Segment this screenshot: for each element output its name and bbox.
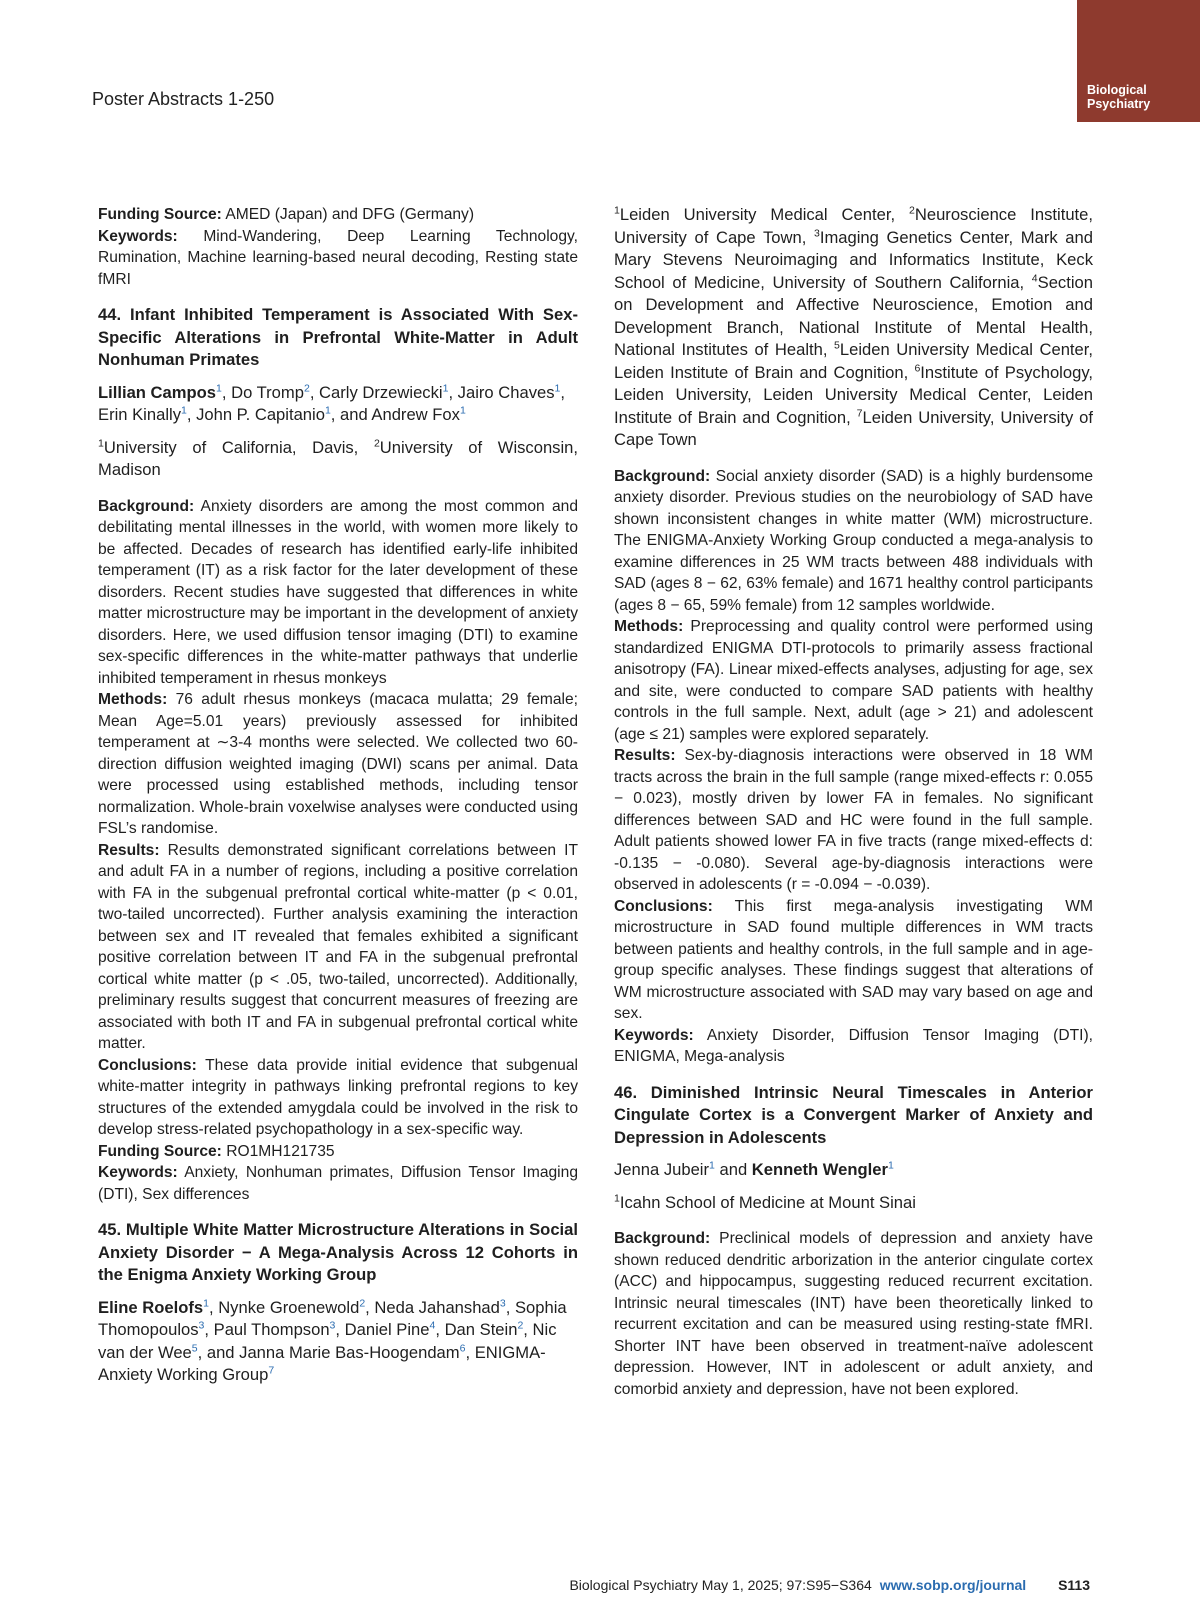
abstract-44-conclusions: Conclusions: These data provide initial evidence that subgenual white-matter integrity in pathways linking prefrontal regions to key structures of the extended amygdala could be involved in the risk to develop stress-related psychopathology in a sex-specific way. [98,1056,578,1138]
journal-url-link[interactable]: www.sobp.org/journal [879,1577,1027,1593]
author-separator: , [309,382,320,402]
author-affiliation-sup[interactable]: 6 [459,1341,466,1354]
author-affiliation-sup[interactable]: 3 [499,1296,506,1309]
affiliation-sup: 3 [813,226,820,239]
page-footer [0,1577,1090,1593]
affiliation-text: Leiden University, University of Cape Town [614,407,1093,449]
author-separator: , [523,1320,533,1339]
affiliation-sup: 6 [914,361,921,374]
author-separator: , [204,1320,214,1339]
brand-line-1: Biological [1087,83,1147,97]
author-affiliation-sup[interactable]: 1 [442,381,449,394]
author-name: ENIGMA-Anxiety Working Group [98,1342,546,1384]
abstract-44-title: 44. Infant Inhibited Temperament is Associated With Sex-Specific Alterations in Prefrontal White-Matter in Adult Nonhuman Primates [98,305,578,369]
author-affiliation-sup[interactable]: 1 [459,404,466,417]
affiliation-text: Section on Development and Affective Neuroscience, Emotion and Development Branch, National Institute of Mental Health, National Institutes of Health, [614,272,1093,359]
author-name: Lillian Campos [98,382,217,402]
author-separator: , [448,382,458,402]
abstract-44-affiliations: $^1$University of California, Davis, $^2$University of Wisconsin, Madison [98,436,579,479]
abstract-45-background: Background: Social anxiety disorder (SAD) is a highly burdensome anxiety disorder. Previous studies on the neurobiology of SAD have shown inconsistent changes in white matter (WM) microstructure. The ENIGMA-Anxiety Working Group conducted a mega-analysis to examine differences in 25 WM tracts between 488 individuals with SAD (ages 8 − 62, 63% female) and 1671 healthy control participants (ages 8 − 65, 59% female) from 12 samples worldwide. [614,467,1093,614]
author-affiliation-sup[interactable]: 4 [429,1319,436,1332]
author-name: Andrew Fox [371,405,460,424]
author-separator: , and [197,1342,240,1362]
funding-source-prev: Funding Source: AMED (Japan) and DFG (Germany) [98,206,475,223]
abstract-45-title: 45. Multiple White Matter Microstructure Alterations in Social Anxiety Disorder − A Mega-Analysis Across 12 Cohorts in the Enigma Anxiety Working Group [98,1220,578,1284]
author-affiliation-sup[interactable]: 1 [324,404,331,417]
author-name: Do Tromp [231,382,304,402]
affiliation-sup: 2 [909,204,915,217]
author-name: Erin Kinally [98,405,182,424]
author-separator: , [208,1297,219,1317]
affiliation-sup: 7 [856,406,863,419]
author-affiliation-sup[interactable]: 3 [329,1319,336,1332]
running-title: Poster Abstracts 1-250 [92,89,275,109]
author-separator: , and [330,405,372,424]
abstract-44-authors [98,382,578,427]
author-affiliation-sup[interactable]: 2 [303,381,310,394]
author-name: John P. Capitanio [196,405,325,424]
affiliation-text: Institute of Psychology, Leiden University, Leiden University Medical Center, Leiden Institute of Brain and Cognition, [614,362,1093,427]
affiliation-text: Leiden University Medical Center, Leiden Institute of Brain and Cognition, [614,340,1093,382]
author-separator: , [560,382,565,402]
abstract-46-authors: Jenna Jubeir$^1$ and Kenneth Wengler$^1$ [614,1159,894,1179]
author-affiliation-sup[interactable]: 1 [203,1296,209,1309]
abstract-46-affiliation: $^1$Icahn School of Medicine at Mount Sinai [614,1191,916,1212]
abstract-46-title: 46. Diminished Intrinsic Neural Timescales in Anterior Cingulate Cortex is a Convergent Marker of Anxiety and Depression in Adolescents [614,1082,1093,1147]
author-affiliation-sup[interactable]: 1 [216,381,222,394]
footer-citation: Biological Psychiatry May 1, 2025; 97:S95−S364 [569,1577,872,1593]
abstract-45-conclusions: Conclusions: This first mega-analysis investigating WM microstructure in SAD found multiple differences in WM tracts between patients and healthy controls, in the full sample and in age-group specific analyses. These findings suggest that alterations of WM microstructure associated with SAD may vary based on age and sex. [614,897,1093,1022]
author-name: Carly Drzewiecki [319,382,443,402]
author-affiliation-sup[interactable]: 7 [268,1364,275,1377]
abstract-44-results: Results: Results demonstrated significant correlations between IT and adult FA in a number of regions, including a positive correlation with FA in the subgenual prefrontal cortical white-matter (p < 0.01, two-tailed uncorrected). Further analysis examining the interaction between sex and IT revealed that females exhibited a significant positive correlation between IT and FA in the subgenual prefrontal cortical white matter (p < .05, two-tailed, uncorrected). Additionally, preliminary results suggest that concurrent measures of freezing are associated with both IT and FA in subgenual prefrontal cortical white matter. [98,841,578,1052]
author-name: Sophia Thomopoulos [98,1297,567,1339]
left-column [98,204,578,1397]
author-affiliation-sup[interactable]: 1 [181,404,187,417]
author-name: Jairo Chaves [457,382,555,402]
author-separator: , [186,405,197,424]
abstract-45-keywords: Keywords: Anxiety Disorder, Diffusion Tensor Imaging (DTI), ENIGMA, Mega-analysis [614,1026,1093,1065]
affiliation-text: Leiden University Medical Center, [619,205,910,224]
author-affiliation-sup[interactable]: 3 [198,1319,205,1332]
author-name: Daniel Pine [344,1320,430,1339]
author-separator: , [435,1320,445,1339]
author-separator: , [505,1297,515,1317]
author-affiliation-sup[interactable]: 1 [554,381,561,394]
author-separator: , [221,382,232,402]
abstract-44-keywords: Keywords: Anxiety, Nonhuman primates, Diffusion Tensor Imaging (DTI), Sex differences [98,1164,578,1203]
author-affiliation-sup[interactable]: 5 [191,1341,198,1354]
abstract-44-background: Background: Anxiety disorders are among the most common and debilitating mental illnesses in the world, with women more likely to be affected. Decades of research has identified early-life inhibited temperament (IT) as a risk factor for the later development of these disorders. Recent studies have suggested that differences in white matter microstructure may be important in the development of anxiety disorders. Here, we used diffusion tensor imaging (DTI) to examine sex-specific differences in the white-matter pathways that underlie inhibited temperament in rhesus monkeys [98,497,578,687]
author-name: Nynke Groenewold [218,1297,360,1317]
affiliation-sup: 5 [834,339,840,352]
abstract-45-affiliations [614,204,1093,452]
right-column [614,204,1093,1400]
author-separator: , [365,1297,375,1317]
author-name: Neda Jahanshad [374,1297,500,1317]
keywords-prev: Keywords: Mind-Wandering, Deep Learning Technology, Rumination, Machine learning-based neural decoding, Resting state fMRI [98,227,578,288]
affiliation-sup: 1 [614,204,620,217]
affiliation-sup: 4 [1031,271,1038,284]
abstract-45-results: Results: Sex-by-diagnosis interactions were observed in 18 WM tracts across the brain in the full sample (range mixed-effects r: 0.055 − 0.023), mostly driven by lower FA in females. No significant differences between SAD and HC were found in the full sample. Adult patients showed lower FA in five tracts (range mixed-effects d: -0.135 − -0.080). Several age-by-diagnosis interactions were observed in adolescents (r = -0.094 − -0.039). [614,747,1093,893]
abstract-46-background: Background: Preclinical models of depression and anxiety have shown reduced dendritic arborization in the anterior cingulate cortex (ACC) and hippocampus, suggesting reduced recurrent excitation. Intrinsic neural timescales (INT) have been theoretically linked to recurrent excitation and can be measured using resting-state fMRI. Shorter INT have been observed in treatment-naïve adolescent depression. However, INT in adolescent or adult anxiety, and comorbid anxiety and depression, have not been explored. [614,1230,1093,1398]
abstract-44-methods: Methods: 76 adult rhesus monkeys (macaca mulatta; 29 female; Mean Age=5.01 years) previously assessed for inhibited temperament at ∼3-4 months were selected. We collected two 60-direction diffusion weighted imaging (DWI) scans per animal. Data were processed using established methods, including tensor normalization. Whole-brain voxelwise analyses were conducted using FSL’s randomise. [98,691,578,837]
author-name: Janna Marie Bas-Hoogendam [239,1342,460,1362]
brand-line-2: Psychiatry [1087,97,1151,111]
author-separator: , [465,1342,475,1362]
affiliation-text: Neuroscience Institute, University of Cape Town, [614,205,1093,247]
author-affiliation-sup[interactable]: 2 [359,1296,366,1309]
author-separator: , [335,1320,345,1339]
author-name: Paul Thompson [213,1320,330,1339]
author-name: Dan Stein [444,1320,518,1339]
author-name: Eline Roelofs [98,1297,204,1317]
abstract-45-authors [98,1297,578,1387]
affiliation-text: Imaging Genetics Center, Mark and Mary Stevens Neuroimaging and Informatics Institute, Keck School of Medicine, University of Southern California, [614,227,1093,292]
abstract-45-methods: Methods: Preprocessing and quality control were performed using standardized ENIGMA DTI-protocols to primarily assess fractional anisotropy (FA). Linear mixed-effects analyses, adjusting for age, sex and site, were conducted to compare SAD patients with healthy controls in the full sample. Next, adult (age > 21) and adolescent (age ≤ 21) samples were explored separately. [614,618,1093,743]
author-name: Nic van der Wee [98,1320,557,1362]
author-affiliation-sup[interactable]: 2 [517,1319,524,1332]
journal-brand-badge [1077,0,1200,122]
page-number: S113 [1058,1577,1090,1593]
abstract-44-funding: Funding Source: RO1MH121735 [98,1142,335,1160]
